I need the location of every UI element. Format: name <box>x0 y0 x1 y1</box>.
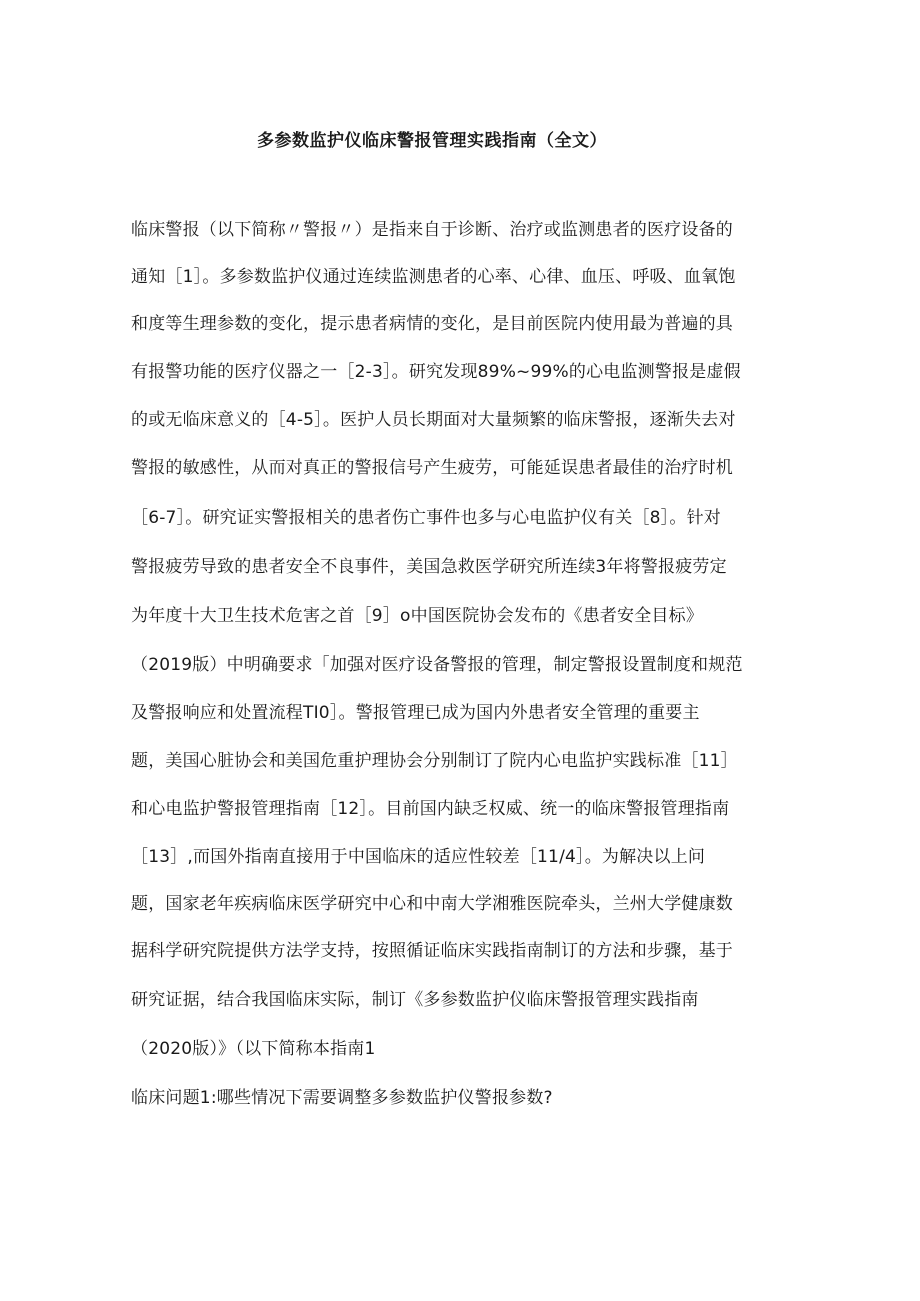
paragraph-line: 据科学研究院提供方法学支持，按照循证临床实践指南制订的方法和步骤，基于 <box>131 941 733 961</box>
paragraph-line: （2020版）》（以下简称本指南1 <box>131 1039 376 1059</box>
paragraph-line: 研究证据，结合我国临床实际，制订《多参数监护仪临床警报管理实践指南 <box>131 990 699 1010</box>
paragraph-line: 的或无临床意义的［4-5］。医护人员长期面对大量频繁的临床警报，逐渐失去对 <box>131 410 736 430</box>
paragraph-line: （2019版）中明确要求「加强对医疗设备警报的管理，制定警报设置制度和规范 <box>131 655 743 675</box>
paragraph-line: 和心电监护警报管理指南［12］。目前国内缺乏权威、统一的临床警报管理指南 <box>131 799 730 819</box>
paragraph-line: ［13］,而国外指南直接用于中国临床的适应性较差［11/4］。为解决以上问 <box>131 847 706 867</box>
paragraph-line: 临床警报（以下简称〃警报〃）是指来自于诊断、治疗或监测患者的医疗设备的 <box>131 220 733 240</box>
paragraph-line: 及警报响应和处置流程TI0］。警报管理已成为国内外患者安全管理的重要主 <box>131 703 700 723</box>
paragraph-line: 有报警功能的医疗仪器之一［2-3］。研究发现89%~99%的心电监测警报是虚假 <box>131 362 741 382</box>
paragraph-line: 和度等生理参数的变化，提示患者病情的变化，是目前医院内使用最为普遍的具 <box>131 314 733 334</box>
paragraph-line: 为年度十大卫生技术危害之首［9］o中国医院协会发布的《患者安全目标》 <box>131 606 704 626</box>
document-title: 多参数监护仪临床警报管理实践指南（全文） <box>257 131 607 151</box>
paragraph-line: 警报疲劳导致的患者安全不良事件，美国急救医学研究所连续3年将警报疲劳定 <box>131 557 727 577</box>
paragraph-line: ［6-7］。研究证实警报相关的患者伤亡事件也多与心电监护仪有关［8］。针对 <box>131 508 721 528</box>
paragraph-line: 题，国家老年疾病临床医学研究中心和中南大学湘雅医院牵头，兰州大学健康数 <box>131 894 733 914</box>
paragraph-line: 警报的敏感性，从而对真正的警报信号产生疲劳，可能延误患者最佳的治疗时机 <box>131 458 733 478</box>
clinical-question: 临床问题1:哪些情况下需要调整多参数监护仪警报参数? <box>131 1088 553 1108</box>
paragraph-line: 通知［1］。多参数监护仪通过连续监测患者的心率、心律、血压、呼吸、血氧饱 <box>131 267 736 287</box>
paragraph-line: 题，美国心脏协会和美国危重护理协会分别制订了院内心电监护实践标准［11］ <box>131 751 738 771</box>
